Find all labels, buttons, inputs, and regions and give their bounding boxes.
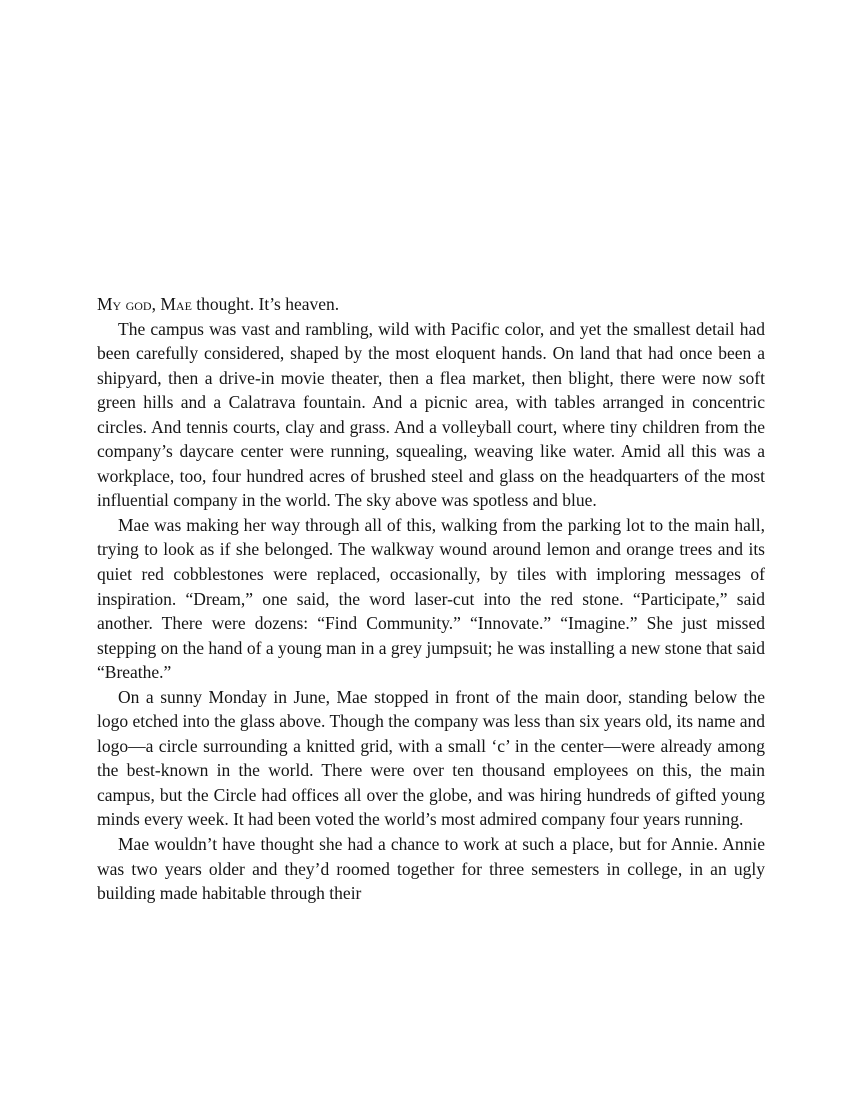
paragraph-opening [97,292,765,317]
paragraph-annie: Mae wouldn’t have thought she had a chance to work at such a place, but for Annie. Annie was two years older and they’d roomed together for three semesters in college, in an ugly building made habitable through their [97,834,765,904]
paragraph-logo: On a sunny Monday in June, Mae stopped in front of the main door, standing below the logo etched into the glass above. Though the company was less than six years old, its name and logo—a circle surrounding a knitted grid, with a small ‘c’ in the center—were already among the best-known in the world. There were over ten thousand employees on this, the main campus, but the Circle had offices all over the globe, and was hiring hundreds of gifted young minds every week. It had been voted the world’s most admired company four years running. [97,686,765,830]
opening-smallcaps-text: My god, Mae [97,294,192,314]
opening-rest-text: thought. It’s heaven. [191,294,340,314]
body-text [97,292,765,906]
paragraph-walkway: Mae was making her way through all of this, walking from the parking lot to the main hall, trying to look as if she belonged. The walkway wound around lemon and orange trees and its quiet red cobblestones were replaced, occasionally, by tiles with imploring messages of inspiration. “Dream,” one said, the word laser-cut into the red stone. “Participate,” said another. There were dozens: “Find Community.” “Innovate.” “Imagine.” She just missed stepping on the hand of a young man in a grey jumpsuit; he was installing a new stone that said “Breathe.” [97,514,765,683]
paragraph-campus: The campus was vast and rambling, wild with Pacific color, and yet the smallest detail had been carefully considered, shaped by the most eloquent hands. On land that had once been a shipyard, then a drive-in movie theater, then a flea market, then blight, there were now soft green hills and a Calatrava fountain. And a picnic area, with tables arranged in concentric circles. And tennis courts, clay and grass. And a volleyball court, where tiny children from the company’s daycare center were running, squealing, weaving like water. Amid all this was a workplace, too, four hundred acres of brushed steel and glass on the headquarters of the most influential company in the world. The sky above was spotless and blue. [97,318,765,511]
